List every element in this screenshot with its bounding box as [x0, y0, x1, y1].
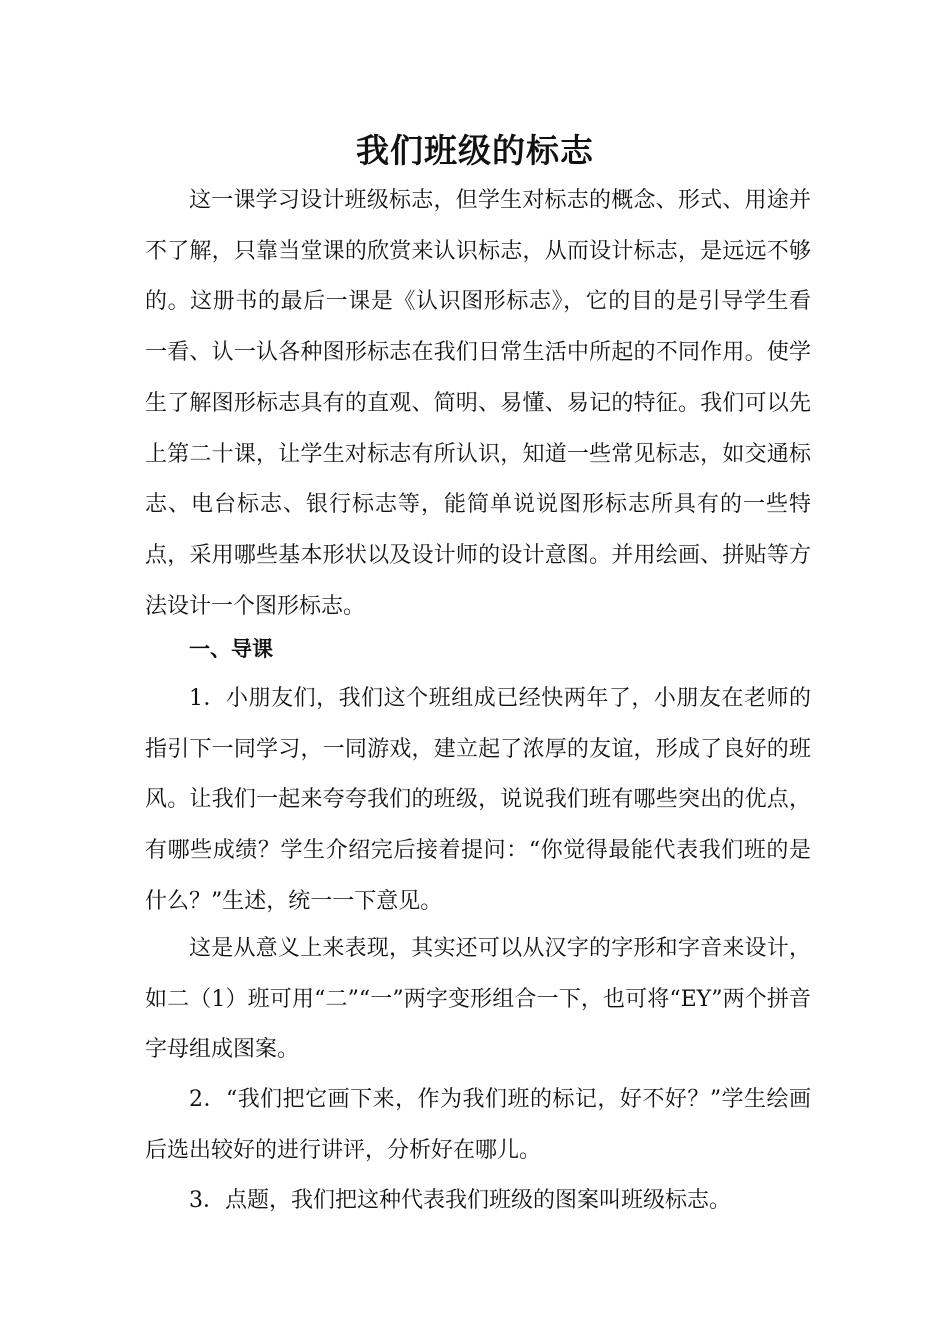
section-heading: 一、导课: [189, 637, 273, 661]
paragraph-item-1: 1．小朋友们，我们这个班组成已经快两年了，小朋友在老师的指引下一同学习，一同游戏，建立起了浓厚的友谊，形成了良好的班风。让我们一起来夸夸我们的班级，说说我们班有哪些突出的优点，有哪些成绩？学生介绍完后接着提问：“你觉得最能代表我们班的是什么？”生述，统一一下意见。: [145, 686, 811, 914]
paragraph-item-2: 2．“我们把它画下来，作为我们班的标记，好不好？”学生绘画后选出较好的进行讲评，分析好在哪儿。: [145, 1087, 811, 1163]
paragraph-item-3: 3．点题，我们把这种代表我们班级的图案叫班级标志。: [189, 1188, 731, 1213]
paragraph-supplement: 这是从意义上来表现，其实还可以从汉字的字形和字音来设计，如二（1）班可用“二”“一”两字变形组合一下，也可将“EY”两个拼音字母组成图案。: [145, 936, 811, 1063]
intro-paragraph: 这一课学习设计班级标志，但学生对标志的概念、形式、用途并不了解，只靠当堂课的欣赏来认识标志，从而设计标志，是远远不够的。这册书的最后一课是《认识图形标志》，它的目的是引导学生看一看、认一认各种图形标志在我们日常生活中所起的不同作用。使学生了解图形标志具有的直观、简明、易懂、易记的特征。我们可以先上第二十课，让学生对标志有所认识，知道一些常见标志，如交通标志、电台标志、银行标志等，能简单说说图形标志所具有的一些特点，采用哪些基本形状以及设计师的设计意图。并用绘画、拼贴等方法设计一个图形标志。: [145, 188, 811, 619]
page-title: 我们班级的标志: [356, 131, 594, 170]
